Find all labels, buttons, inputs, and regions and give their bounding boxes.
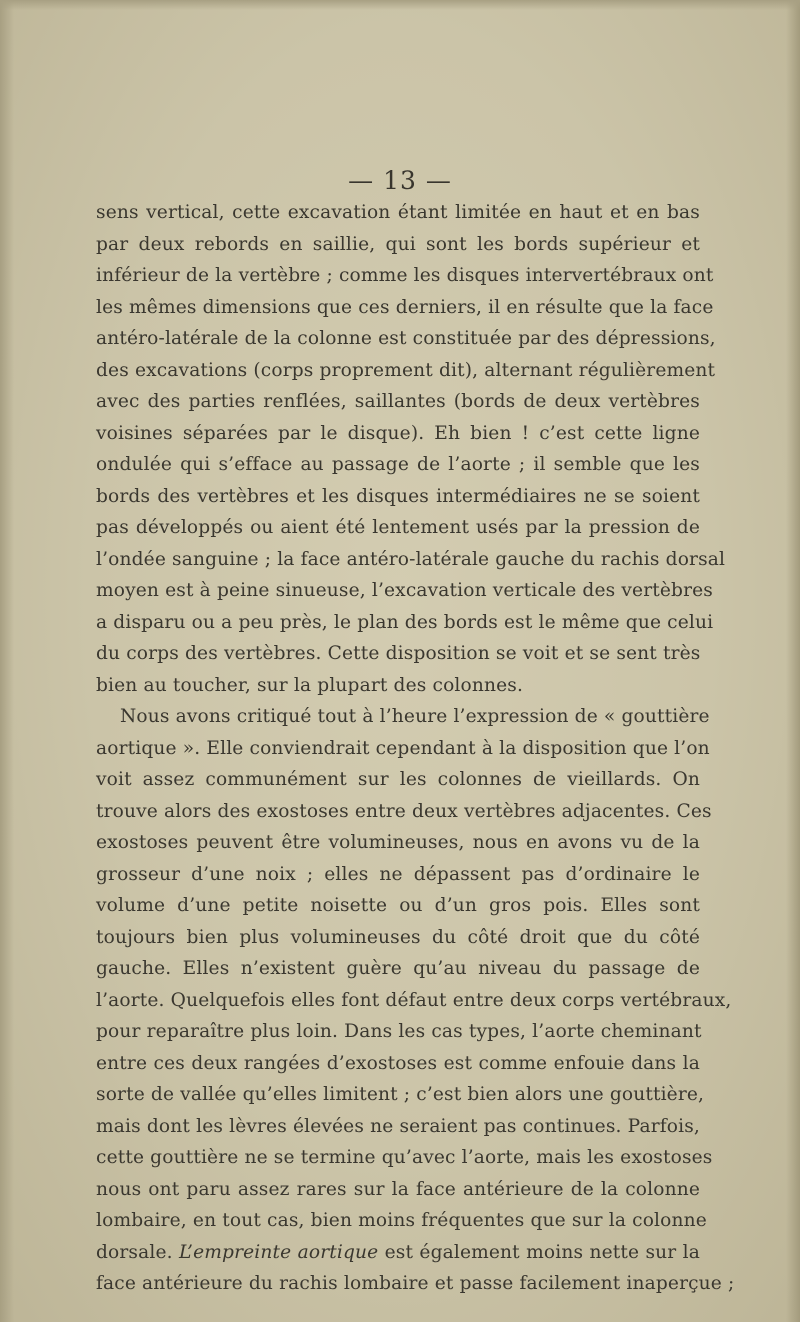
page-edge-shadow-right: [786, 0, 800, 1322]
text-line: exostoses peuvent être volumineuses, nous en avons vu de la: [96, 832, 700, 853]
text-segment: est également moins nette sur la: [378, 1241, 701, 1263]
paragraph-2: [96, 701, 735, 1300]
italic-term: L’empreinte aortique: [179, 1241, 379, 1263]
text-line: entre ces deux rangées d’exostoses est comme enfouie dans la: [96, 1052, 700, 1074]
text-line: inférieur de la vertèbre ; comme les disques intervertébraux ont: [96, 265, 714, 286]
text-line: ondulée qui s’efface au passage de l’aorte ; il semble que les: [96, 454, 700, 475]
text-line: voit assez communément sur les colonnes de vieillards. On: [96, 769, 700, 790]
text-line: grosseur d’une noix ; elles ne dépassent pas d’ordinaire le: [96, 863, 700, 885]
text-line: l’aorte. Quelquefois elles font défaut entre deux corps vertébraux,: [96, 989, 732, 1011]
text-line: du corps des vertèbres. Cette disposition se voit et se sent très: [96, 643, 701, 664]
text-line: a disparu ou a peu près, le plan des bords est le même que celui: [96, 611, 714, 633]
text-line: cette gouttière ne se termine qu’avec l’aorte, mais les exostoses: [96, 1147, 713, 1168]
paragraph-1: [96, 197, 726, 701]
text-line: nous ont paru assez rares sur la face antérieure de la colonne: [96, 1178, 700, 1200]
text-line: face antérieure du rachis lombaire et passe facilement inaperçue ;: [96, 1273, 735, 1294]
page-number: — 13 —: [348, 166, 452, 195]
text-line: des excavations (corps proprement dit), alternant régulièrement: [96, 359, 716, 381]
page-edge-shadow-left: [0, 0, 14, 1322]
body-text: [96, 197, 735, 1300]
text-line: sorte de vallée qu’elles limitent ; c’est bien alors une gouttière,: [96, 1084, 705, 1105]
text-line: moyen est à peine sinueuse, l’excavation verticale des vertèbres: [96, 580, 713, 601]
text-line: mais dont les lèvres élevées ne seraient pas continues. Parfois,: [96, 1115, 700, 1137]
text-line: antéro-latérale de la colonne est constituée par des dépressions,: [96, 328, 716, 349]
text-line: par deux rebords en saillie, qui sont les bords supérieur et: [96, 233, 700, 255]
page-edge-shadow-top: [0, 0, 800, 10]
text-line: toujours bien plus volumineuses du côté droit que du côté: [96, 926, 700, 948]
text-line: bords des vertèbres et les disques intermédiaires ne se soient: [96, 485, 700, 507]
text-line: lombaire, en tout cas, bien moins fréquentes que sur la colonne: [96, 1210, 707, 1231]
text-line: gauche. Elles n’existent guère qu’au niveau du passage de: [96, 958, 700, 979]
text-line: pas développés ou aient été lentement usés par la pression de: [96, 517, 700, 538]
text-line: bien au toucher, sur la plupart des colonnes.: [96, 674, 524, 696]
text-line: les mêmes dimensions que ces derniers, il en résulte que la face: [96, 296, 714, 318]
text-line: Nous avons critiqué tout à l’heure l’expression de « gouttière: [120, 706, 710, 727]
text-line: aortique ». Elle conviendrait cependant à la disposition que l’on: [96, 737, 710, 759]
text-segment: dorsale.: [96, 1241, 180, 1263]
text-line: pour reparaître plus loin. Dans les cas types, l’aorte cheminant: [96, 1021, 702, 1042]
text-line: volume d’une petite noisette ou d’un gros pois. Elles sont: [96, 895, 700, 916]
text-line: avec des parties renflées, saillantes (bords de deux vertèbres: [96, 391, 700, 412]
text-line: sens vertical, cette excavation étant limitée en haut et en bas: [96, 202, 700, 223]
text-line: l’ondée sanguine ; la face antéro-latérale gauche du rachis dorsal: [96, 548, 726, 570]
text-line-with-emphasis: [96, 1237, 700, 1269]
text-line: trouve alors des exostoses entre deux vertèbres adjacentes. Ces: [96, 800, 712, 822]
text-line: voisines séparées par le disque). Eh bien ! c’est cette ligne: [96, 422, 700, 444]
